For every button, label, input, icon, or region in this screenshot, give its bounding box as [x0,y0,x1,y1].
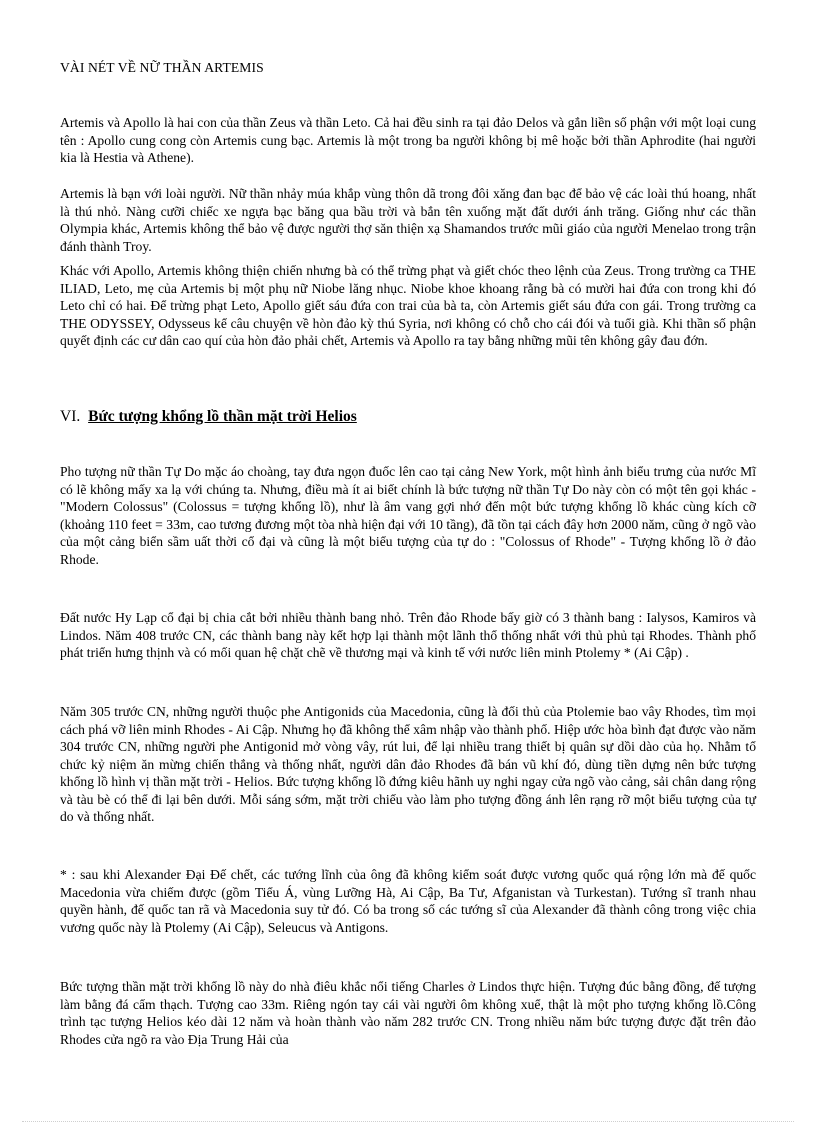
document-title: VÀI NÉT VỀ NỮ THẦN ARTEMIS [60,60,264,75]
page-bottom-divider [22,1121,794,1122]
paragraph-statue-liberty: Pho tượng nữ thần Tự Do mặc áo choàng, tay đưa ngọn đuốc lên cao tại cảng New York, một hình ảnh biểu trưng của nước Mĩ có lẽ không mấy xa lạ với chúng ta. Nhưng, điều mà ít ai biết chính là bức tượng nữ thần Tự Do này còn có một tên gọi khác - "Modern Colossus" (Colossus = tượng khổng lồ), như là âm vang gợi nhớ đến một bức tượng khổng lồ khác cùng kích cỡ (khoảng 110 feet = 33m, cao tương đương một tòa nhà hiện đại với 10 tầng), đã tồn tại cách đây hơn 2000 năm, cũng ở ngõ vào của một cảng biển sầm uất thời cổ đại và cũng là một biểu tượng của tự do : "Colossus of Rhode" - Tượng khổng lồ ở đảo Rhode. [60,464,756,567]
section-number: VI. [60,408,81,425]
paragraph-rhode-cities: Đất nước Hy Lạp cổ đại bị chia cắt bởi nhiều thành bang nhỏ. Trên đảo Rhode bấy giờ có 3 thành bang : Ialysos, Kamiros và Lindos. Năm 408 trước CN, các thành bang này kết hợp lại thành một lãnh thổ thống nhất với thủ phủ tại Rhodes. Thành phố phát triển hưng thịnh và có mối quan hệ chặt chẽ về thương mại và kinh tế với nước liên minh Ptolemy * (Ai Cập) . [60,610,756,660]
paragraph-sculptor: Bức tượng thần mặt trời khổng lồ này do nhà điêu khắc nổi tiếng Charles ở Lindos thực hiện. Tượng đúc bằng đồng, đế tượng làm bằng đá cẩm thạch. Tượng cao 33m. Riêng ngón tay cái vài người ôm không xuể, thật là một pho tượng khổng lồ.Công trình tạc tượng Helios kéo dài 12 năm và hoàn thành vào năm 282 trước CN. Trong nhiều năm bức tượng được đặt trên đảo Rhodes cửa ngõ ra vào Địa Trung Hải của [60,979,756,1047]
section-title: Bức tượng khổng lồ thần mặt trời Helios [88,408,357,425]
paragraph-artemis-friend: Artemis là bạn với loài người. Nữ thần nhảy múa khắp vùng thôn dã trong đôi xăng đan bạc để bảo vệ các loài thú hoang, nhất là thú nhỏ. Nàng cưỡi chiếc xe ngựa bạc băng qua bầu trời và bắn tên xuống mặt đất dưới ánh trăng. Giống như các thần Olympia khác, Artemis không thể bảo vệ được người thợ săn thiện xạ Shamandos trước mũi giáo của người Menelao trong trận đánh thành Troy. [60,186,756,254]
paragraph-intro: Artemis và Apollo là hai con của thần Zeus và thần Leto. Cả hai đều sinh ra tại đảo Delos và gắn liền số phận với một loại cung tên : Apollo cung cong còn Artemis cung bạc. Artemis là một trong ba người không bị mê hoặc bởi thần Aphrodite (hai người kia là Hestia và Athene). [60,115,756,165]
paragraph-artemis-punish: Khác với Apollo, Artemis không thiện chiến nhưng bà có thể trừng phạt và giết chóc theo lệnh của Zeus. Trong trường ca THE ILIAD, Leto, mẹ của Artemis bị một phụ nữ Niobe lăng nhục. Niobe khoe khoang rằng bà có mười hai đứa con trong khi đó Leto chỉ có hai. Để trừng phạt Leto, Apollo giết sáu đứa con trai của bà ta, còn Artemis giết sáu đứa con gái. Trong trường ca THE ODYSSEY, Odysseus kể câu chuyện về hòn đảo kỳ thú Syria, nơi không có chỗ cho cái đói và tuổi già. Khi thần số phận quyết định các cư dân cao quí của hòn đảo phải chết, Artemis và Apollo ra tay bằng những mũi tên không gây đau đớn. [60,263,756,348]
paragraph-siege: Năm 305 trước CN, những người thuộc phe Antigonids của Macedonia, cũng là đối thủ của Ptolemie bao vây Rhodes, tìm mọi cách phá vỡ liên minh Rhodes - Ai Cập. Nhưng họ đã không thể xâm nhập vào thành phố. Hiệp ước hòa bình đạt được vào năm 304 trước CN, những người phe Antigonid mở vòng vây, rút lui, để lại nhiều trang thiết bị quân sự dồi dào của họ. Nhằm tổ chức kỷ niệm ăn mừng chiến thắng và thống nhất, người dân đảo Rhodes đã bán vũ khí đó, dùng tiền dựng nên bức tượng khổng lồ hình vị thần mặt trời - Helios. Bức tượng khổng lồ đứng kiêu hãnh uy nghi ngay cửa ngõ vào cảng, sải chân dang rộng và tàu bè có thể đi lại bên dưới. Mỗi sáng sớm, mặt trời chiếu vào làm pho tượng đồng ánh lên rạng rỡ một biểu tượng của tự do và thống nhất. [60,704,756,824]
section-heading [60,408,357,426]
paragraph-footnote: * : sau khi Alexander Đại Đế chết, các tướng lĩnh của ông đã không kiểm soát được vương quốc quá rộng lớn mà đế quốc Macedonia vừa chiếm được (gồm Tiểu Á, vùng Lưỡng Hà, Ai Cập, Ba Tư, Afganistan và Turkestan). Tướng sĩ tranh nhau quyền hành, đế quốc tan rã và Macedonia suy tử đó. Có ba trong số các tướng sĩ của Alexander đã thành công trong việc chia vương quốc này là Ptolemy (Ai Cập), Seleucus và Antigons. [60,867,756,935]
